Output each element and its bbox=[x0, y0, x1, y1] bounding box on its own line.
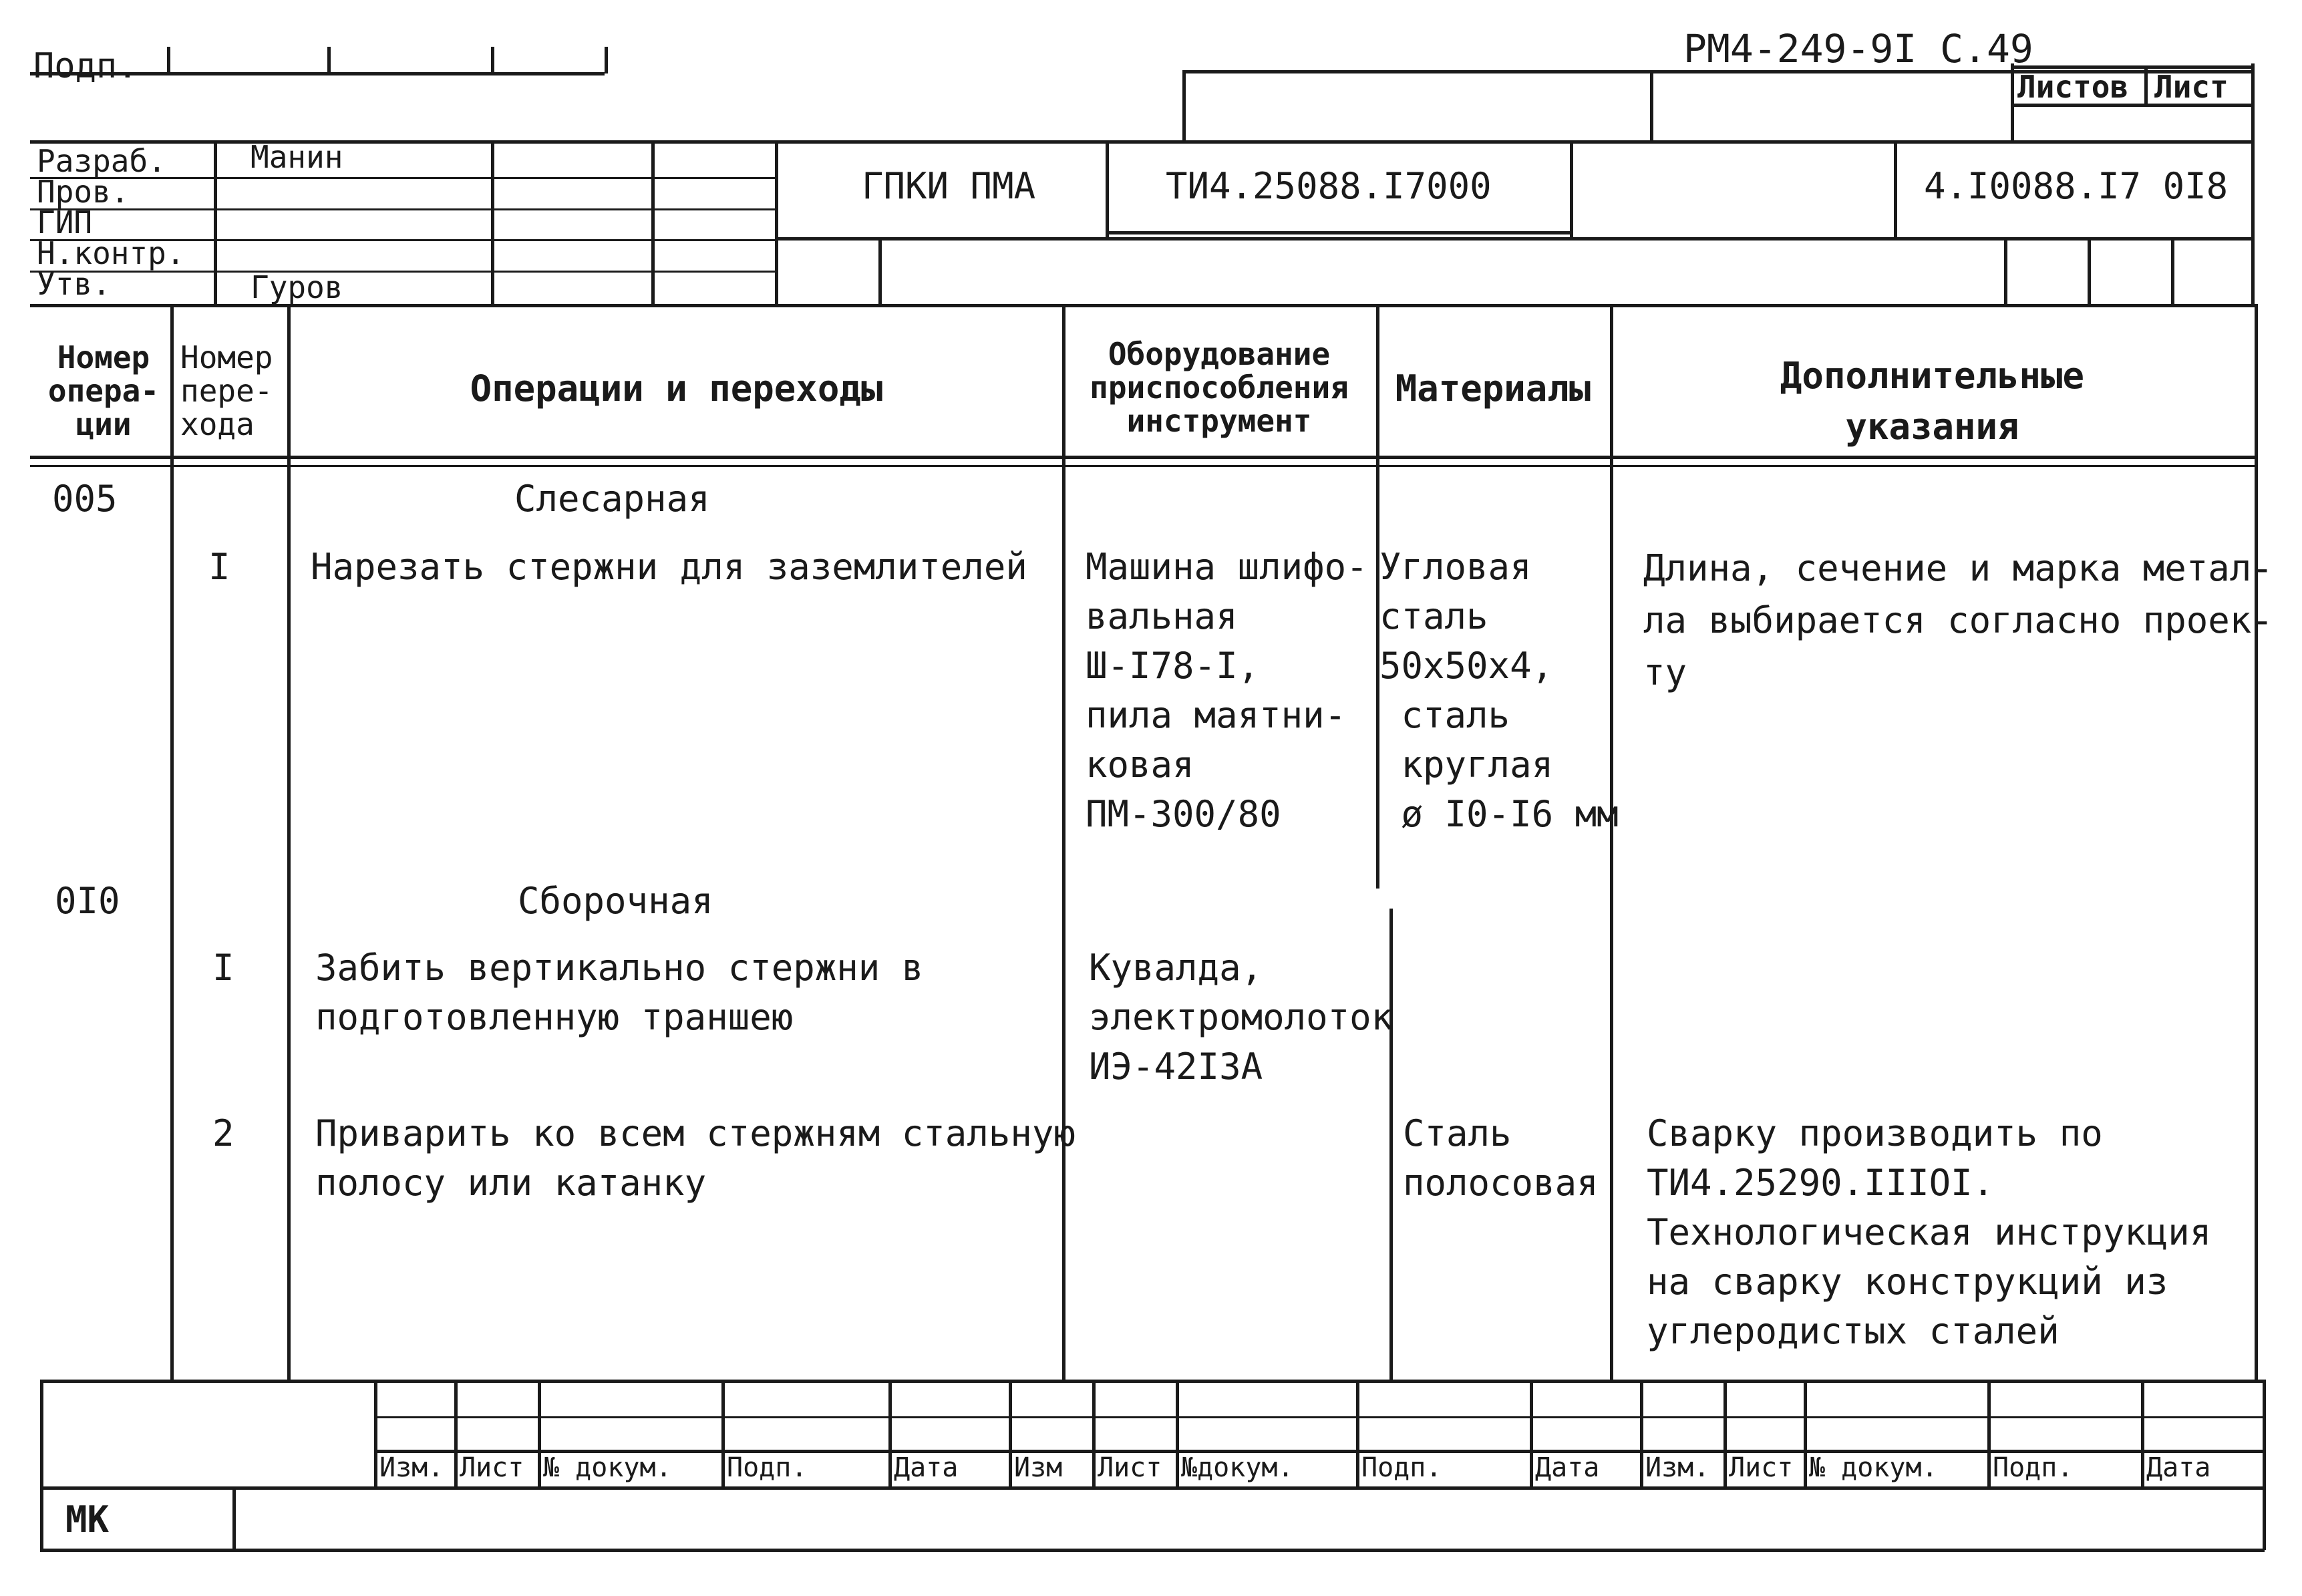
footer-col-divider bbox=[2141, 1380, 2144, 1486]
document-code: 4.I0088.I7 0I8 bbox=[1924, 165, 2229, 207]
footer-col-divider bbox=[1176, 1380, 1179, 1486]
footer-label: Изм. bbox=[379, 1452, 444, 1483]
small-box-divider bbox=[2088, 237, 2091, 304]
footer-label: Лист bbox=[1729, 1452, 1794, 1483]
top-strip-divider bbox=[167, 47, 170, 73]
codes-divider bbox=[878, 237, 882, 304]
footer-label: №докум. bbox=[1181, 1452, 1294, 1483]
role-developer: Разраб. bbox=[37, 143, 166, 179]
step-text: Приварить ко всем стержням стальную полосу или катанку bbox=[315, 1112, 1076, 1204]
footer-label: № докум. bbox=[543, 1452, 672, 1483]
sheets-count-label: Листов bbox=[2017, 69, 2129, 105]
small-box-divider bbox=[2171, 237, 2174, 304]
role-chief-engineer: ГИП bbox=[37, 204, 93, 241]
table-header-bottom bbox=[30, 456, 2255, 459]
header-divider bbox=[1650, 70, 1653, 140]
header-line bbox=[30, 140, 2255, 144]
organization-name: ГПКИ ПМА bbox=[862, 165, 1036, 207]
role-norm-control: Н.контр. bbox=[37, 235, 185, 271]
step-number: I bbox=[208, 546, 230, 588]
codes-bottom-line bbox=[775, 237, 2255, 241]
signature-col-divider bbox=[775, 140, 778, 304]
footer-label: Изм. bbox=[1645, 1452, 1710, 1483]
footer-label: Дата bbox=[2146, 1452, 2211, 1483]
footer-col-divider bbox=[1987, 1380, 1991, 1486]
footer-bottom-line bbox=[40, 1549, 2265, 1552]
header-step-number: Номер пере- хода bbox=[180, 339, 273, 442]
footer-label: Лист bbox=[1098, 1452, 1162, 1483]
top-strip-divider bbox=[605, 47, 608, 73]
top-strip-divider bbox=[327, 47, 331, 73]
header-materials: Материалы bbox=[1395, 367, 1591, 410]
footer-label: Изм bbox=[1014, 1452, 1063, 1483]
footer-labels-bottom bbox=[40, 1486, 2265, 1490]
footer-col-divider bbox=[2263, 1380, 2266, 1486]
footer-col-divider bbox=[1640, 1380, 1643, 1486]
header-divider bbox=[1182, 70, 1186, 140]
name-approver: Гуров bbox=[251, 269, 343, 305]
footer-col-divider bbox=[1804, 1380, 1807, 1486]
top-strip-divider bbox=[491, 47, 494, 73]
sheet-number-label: Лист bbox=[2154, 69, 2229, 105]
form-code: МК bbox=[65, 1498, 110, 1541]
step-text: Нарезать стержни для заземлителей bbox=[311, 546, 1027, 588]
step-notes: Сварку производить по ТИ4.25290.IIIOI. Технологическая инструкция на сварку конструкций из углеродистых сталей bbox=[1647, 1112, 2212, 1352]
ti-code: ТИ4.25088.I7000 bbox=[1166, 165, 1492, 207]
signature-col-divider bbox=[214, 140, 217, 304]
footer-label: Лист bbox=[460, 1452, 524, 1483]
small-box-divider bbox=[2004, 237, 2007, 304]
footer-col-divider bbox=[1530, 1380, 1533, 1486]
footer-col-divider bbox=[1009, 1380, 1012, 1486]
table-header-bottom-double bbox=[30, 465, 2255, 467]
header-divider bbox=[2251, 63, 2255, 304]
signature-col-divider bbox=[651, 140, 655, 304]
top-sign-label: Подп. bbox=[33, 46, 138, 86]
footer-left-border bbox=[40, 1380, 43, 1550]
sheets-box-divider bbox=[2144, 65, 2148, 106]
footer-col-divider bbox=[721, 1380, 725, 1486]
signature-block-bottom bbox=[30, 304, 2255, 307]
footer-form-code-divider bbox=[232, 1486, 236, 1550]
step-number: I bbox=[212, 947, 234, 989]
header-operation-number: Номер опера- ции bbox=[47, 339, 160, 442]
footer-col-divider bbox=[1723, 1380, 1727, 1486]
footer-label: Подп. bbox=[1993, 1452, 2074, 1483]
footer-label: Подп. bbox=[1361, 1452, 1442, 1483]
codes-divider bbox=[1106, 140, 1109, 241]
header-equipment: Оборудование приспособления инструмент bbox=[1090, 336, 1349, 439]
step-materials: Сталь полосовая bbox=[1403, 1112, 1599, 1204]
footer-col-divider bbox=[1092, 1380, 1096, 1486]
signature-row-line bbox=[30, 208, 775, 210]
step-equipment: Кувалда, электромолоток ИЭ-42I3А bbox=[1089, 947, 1393, 1088]
codes-divider bbox=[1570, 140, 1573, 241]
footer-col-divider bbox=[1356, 1380, 1359, 1486]
header-divider bbox=[2011, 63, 2014, 140]
operation-number: 005 bbox=[52, 478, 118, 520]
step-equipment: Машина шлифо- вальная Ш-I78-I, пила маятни- ковая ПМ-300/80 bbox=[1086, 546, 1368, 835]
role-checker: Пров. bbox=[37, 174, 130, 210]
signature-col-divider bbox=[491, 140, 494, 304]
footer-col-divider bbox=[538, 1380, 541, 1486]
footer-col-divider bbox=[888, 1380, 892, 1486]
step-number: 2 bbox=[212, 1112, 234, 1154]
table-right-border bbox=[2255, 304, 2258, 1380]
step-materials: Угловая сталь 50х50х4, сталь круглая ø I0-I6 мм bbox=[1379, 546, 1619, 835]
footer-label: № докум. bbox=[1809, 1452, 1938, 1483]
footer-col-divider bbox=[374, 1380, 377, 1486]
operation-title: Сборочная bbox=[518, 880, 713, 922]
role-approver: Утв. bbox=[37, 266, 111, 302]
codes-bottom-line-double bbox=[1106, 231, 1570, 234]
footer-label: Дата bbox=[1535, 1452, 1600, 1483]
top-strip-bottom-line bbox=[30, 72, 605, 75]
footer-mid-line bbox=[374, 1416, 2265, 1418]
footer-label: Дата bbox=[894, 1452, 959, 1483]
footer-col-divider bbox=[454, 1380, 458, 1486]
header-additional: Дополнительные указания bbox=[1780, 355, 2085, 448]
operation-number: 0I0 bbox=[55, 880, 120, 922]
document-reference: РМ4-249-9I С.49 bbox=[1683, 26, 2033, 71]
name-developer: Манин bbox=[251, 139, 343, 175]
codes-divider bbox=[1894, 140, 1897, 241]
step-notes: Длина, сечение и марка метал- ла выбирается согласно проек- ту bbox=[1643, 547, 2273, 693]
operation-title: Слесарная bbox=[514, 478, 710, 520]
footer-label: Подп. bbox=[727, 1452, 808, 1483]
header-operations: Операции и переходы bbox=[470, 367, 883, 410]
step-text: Забить вертикально стержни в подготовленную траншею bbox=[315, 947, 924, 1038]
